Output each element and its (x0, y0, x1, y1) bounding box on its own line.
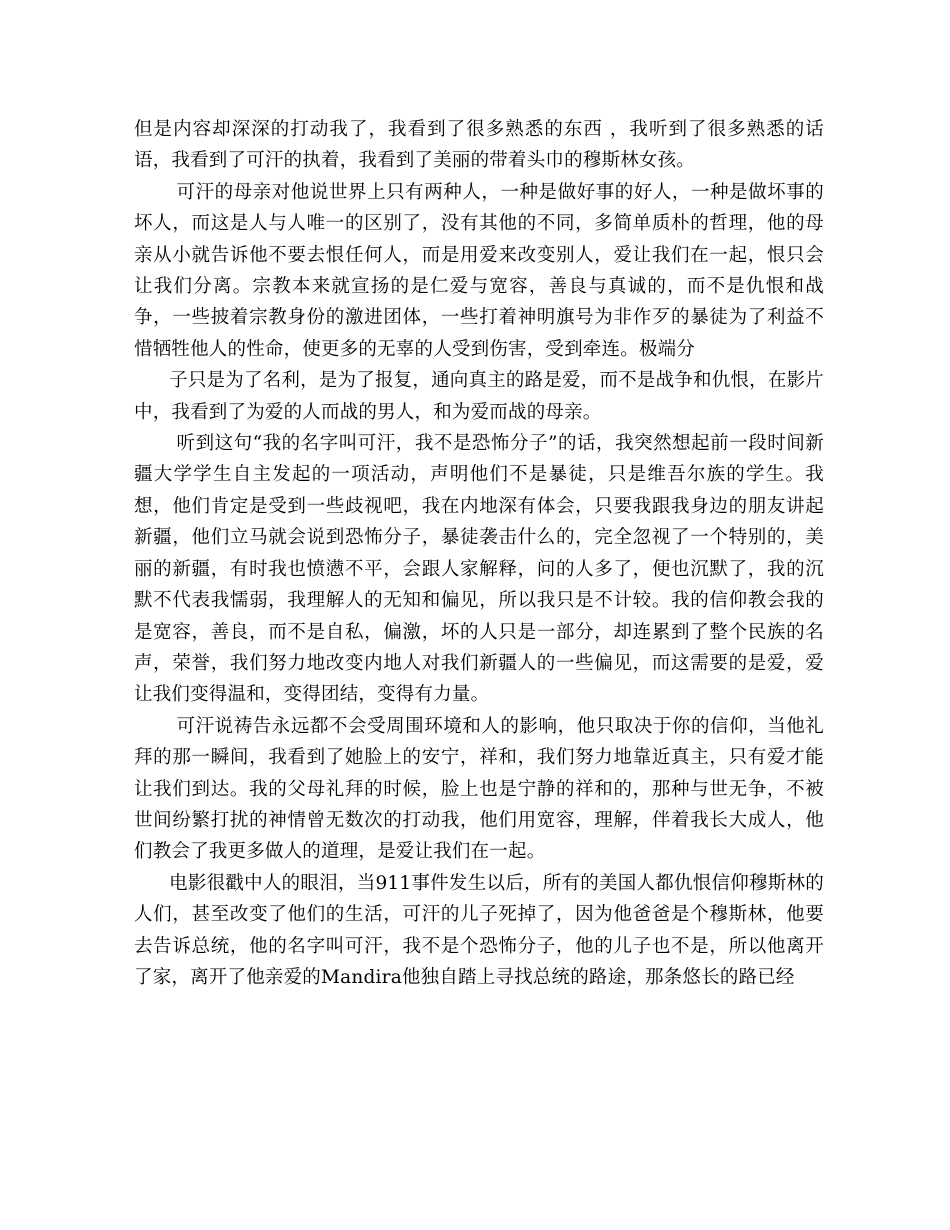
paragraph-6: 电影很戳中人的眼泪，当911事件发生以后，所有的美国人都仇恨信仰穆斯林的人们，甚至改变了他们的生活，可汗的儿子死掉了，因为他爸爸是个穆斯林，他要去告诉总统，他的名字叫可汗，我不是个恐怖分子，他的儿子也不是，所以他离开了家，离开了他亲爱的Mandira他独自踏上寻找总统的路途，那条悠长的路已经 (134, 872, 824, 988)
paragraph-3: 子只是为了名利，是为了报复，通向真主的路是爱，而不是战争和仇恨，在影片中，我看到了为爱的人而战的男人，和为爱而战的母亲。 (134, 370, 824, 423)
paragraph-4: 听到这句“我的名字叫可汗，我不是恐怖分子”的话，我突然想起前一段时间新疆大学学生自主发起的一项活动，声明他们不是暴徒，只是维吾尔族的学生。我想，他们肯定是受到一些歧视吧，我在内地深有体会，只要我跟我身边的朋友讲起新疆，他们立马就会说到恐怖分子，暴徒袭击什么的，完全忽视了一个特别的，美丽的新疆，有时我也愤懑不平，会跟人家解释，问的人多了，便也沉默了，我的沉默不代表我懦弱，我理解人的无知和偏见，所以我只是不计较。我的信仰教会我的是宽容，善良，而不是自私，偏激，坏的人只是一部分，却连累到了整个民族的名声，荣誉，我们努力地改变内地人对我们新疆人的一些偏见，而这需要的是爱，爱让我们变得温和，变得团结，变得有力量。 (134, 433, 824, 706)
paragraph-5: 可汗说祷告永远都不会受周围环境和人的影响，他只取决于你的信仰，当他礼拜的那一瞬间，我看到了她脸上的安宁，祥和，我们努力地靠近真主，只有爱才能让我们到达。我的父母礼拜的时候，脸上也是宁静的祥和的，那种与世无争，不被世间纷繁打扰的神情曾无数次的打动我，他们用宽容，理解，伴着我长大成人，他们教会了我更多做人的道理，是爱让我们在一起。 (134, 715, 824, 863)
paragraph-2: 可汗的母亲对他说世界上只有两种人，一种是做好事的好人，一种是做坏事的坏人，而这是人与人唯一的区别了，没有其他的不同，多简单质朴的哲理，他的母亲从小就告诉他不要去恨任何人，而是用爱来改变别人，爱让我们在一起，恨只会让我们分离。宗教本来就宣扬的是仁爱与宽容，善良与真诚的，而不是仇恨和战争，一些披着宗教身份的激进团体，一些打着神明旗号为非作歹的暴徒为了利益不惜牺牲他人的性命，使更多的无辜的人受到伤害，受到牵连。极端分 (134, 181, 824, 360)
document-body (134, 114, 824, 993)
paragraph-1: 但是内容却深深的打动我了，我看到了很多熟悉的东西 ，我听到了很多熟悉的话语，我看到了可汗的执着，我看到了美丽的带着头巾的穆斯林女孩。 (134, 119, 824, 172)
